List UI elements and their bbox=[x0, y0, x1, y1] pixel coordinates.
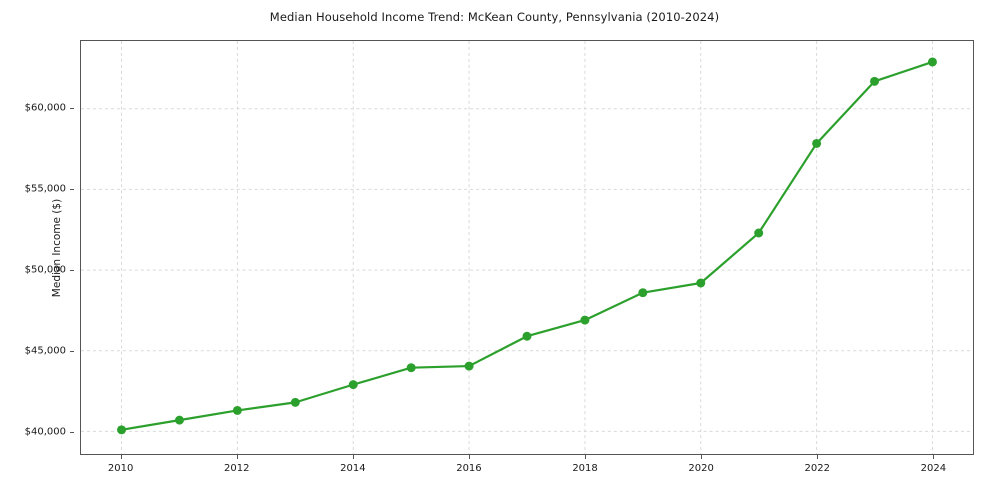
series-line bbox=[122, 62, 933, 430]
x-tick-mark bbox=[121, 455, 122, 459]
x-tick-label: 2020 bbox=[688, 463, 714, 474]
y-tick-mark bbox=[70, 432, 74, 433]
y-tick-mark bbox=[70, 270, 74, 271]
y-tick-label: $55,000 bbox=[24, 183, 66, 195]
x-tick-mark bbox=[237, 455, 238, 459]
x-tick-label: 2022 bbox=[804, 463, 830, 474]
y-tick-label: $45,000 bbox=[24, 345, 66, 357]
x-tick-label: 2016 bbox=[456, 463, 482, 474]
data-point-marker bbox=[580, 316, 589, 325]
data-series-layer bbox=[81, 41, 973, 454]
data-point-marker bbox=[638, 288, 647, 297]
x-tick-mark bbox=[701, 455, 702, 459]
data-point-marker bbox=[523, 332, 532, 341]
x-tick-mark bbox=[817, 455, 818, 459]
x-tick-label: 2012 bbox=[224, 463, 250, 474]
y-tick-label: $50,000 bbox=[24, 264, 66, 276]
y-tick-label: $40,000 bbox=[24, 426, 66, 438]
x-tick-label: 2018 bbox=[572, 463, 598, 474]
data-point-marker bbox=[349, 380, 358, 389]
x-tick-mark bbox=[353, 455, 354, 459]
chart-title: Median Household Income Trend: McKean County, Pennsylvania (2010-2024) bbox=[269, 10, 720, 24]
data-point-marker bbox=[696, 279, 705, 288]
data-point-marker bbox=[407, 363, 416, 372]
x-tick-label: 2010 bbox=[107, 463, 134, 474]
data-point-marker bbox=[754, 229, 763, 238]
data-point-marker bbox=[870, 77, 879, 86]
data-point-marker bbox=[812, 139, 821, 148]
y-tick-mark bbox=[70, 189, 74, 190]
x-tick-mark bbox=[469, 455, 470, 459]
data-point-marker bbox=[465, 362, 474, 371]
data-point-marker bbox=[928, 57, 937, 66]
y-axis-ticks bbox=[0, 40, 74, 455]
y-tick-label: $60,000 bbox=[24, 102, 66, 114]
plot-area bbox=[80, 40, 974, 455]
x-axis-ticks bbox=[80, 455, 974, 485]
x-tick-label: 2014 bbox=[340, 463, 366, 474]
y-axis-label: Median Income ($) bbox=[51, 198, 64, 297]
x-tick-mark bbox=[585, 455, 586, 459]
y-tick-mark bbox=[70, 108, 74, 109]
data-point-marker bbox=[291, 398, 300, 407]
y-tick-mark bbox=[70, 351, 74, 352]
data-point-marker bbox=[117, 425, 126, 434]
data-point-marker bbox=[175, 416, 184, 425]
data-point-marker bbox=[233, 406, 242, 415]
x-tick-mark bbox=[933, 455, 934, 459]
x-tick-label: 2024 bbox=[920, 463, 947, 474]
